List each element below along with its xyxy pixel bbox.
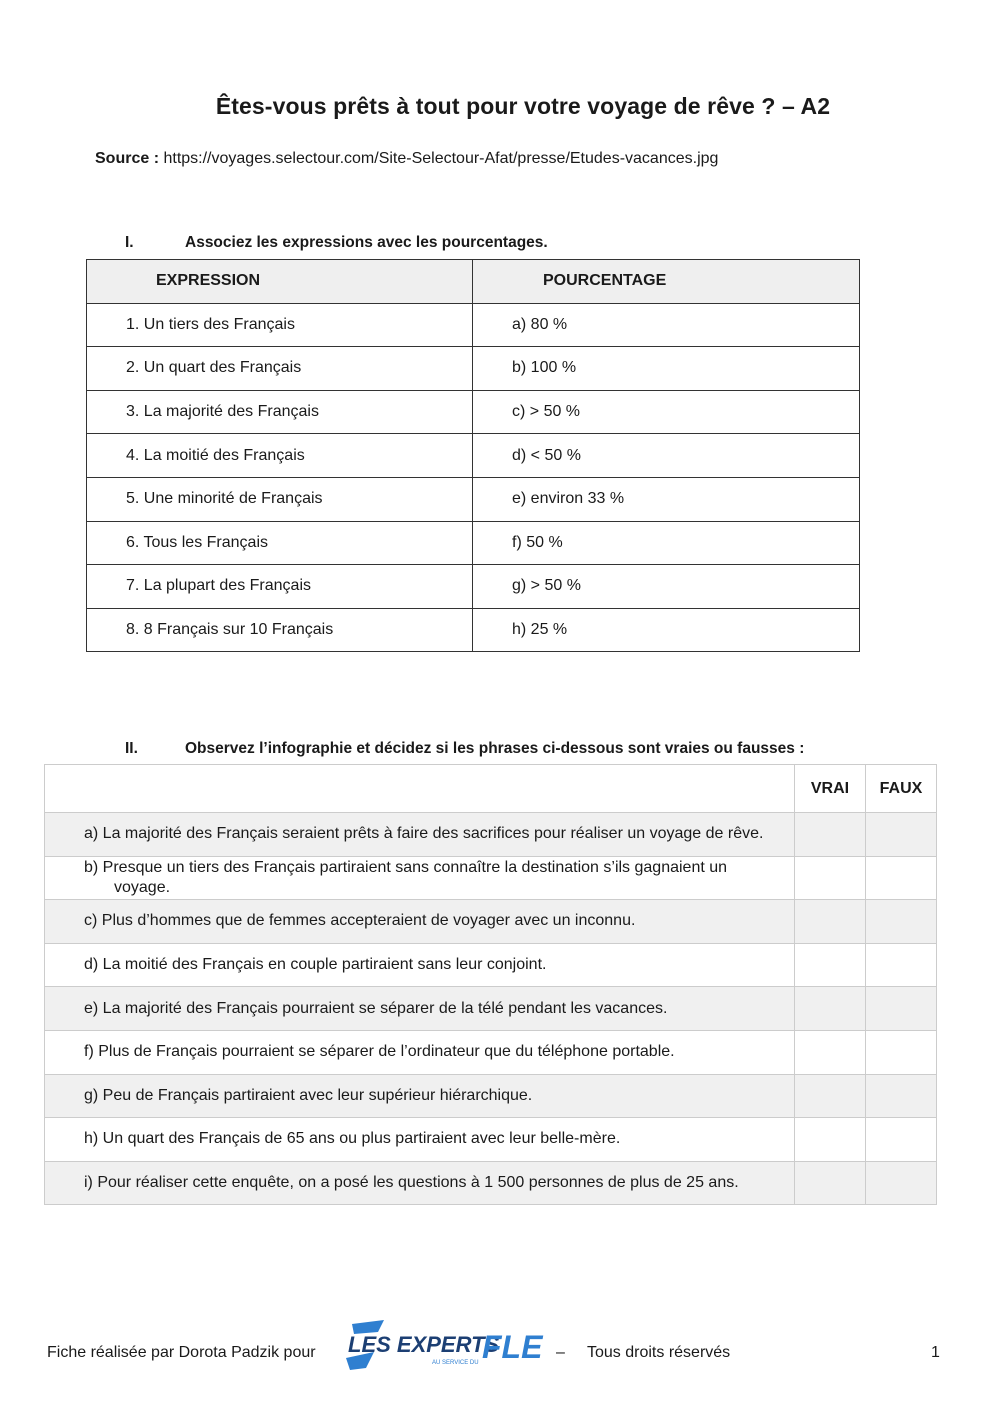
source-line (95, 150, 718, 168)
percentage-cell: f) 50 % (473, 521, 860, 565)
matching-row (87, 303, 860, 347)
faux-checkbox-cell[interactable] (866, 856, 937, 900)
statement-row (45, 856, 937, 900)
statement-cell (45, 1074, 795, 1118)
statement-row (45, 1161, 937, 1205)
statement-cell (45, 987, 795, 1031)
section-1-heading (125, 234, 548, 252)
statement-text: i) Pour réaliser cette enquête, on a posé les questions à 1 500 personnes de plus de 25 ans. (84, 1174, 739, 1192)
matching-row (87, 608, 860, 652)
expression-cell: 6. Tous les Français (87, 521, 473, 565)
expression-cell: 8. 8 Français sur 10 Français (87, 608, 473, 652)
logo-text-fle: FLE (482, 1329, 543, 1365)
footer-rights: Tous droits réservés (587, 1344, 731, 1361)
statement-text: h) Un quart des Français de 65 ans ou plus partiraient avec leur belle-mère. (84, 1130, 621, 1148)
percentage-cell: b) 100 % (473, 347, 860, 391)
les-experts-fle-logo (344, 1318, 544, 1374)
statement-cell (45, 1030, 795, 1074)
page-number: 1 (931, 1344, 940, 1361)
statement-cell (45, 1161, 795, 1205)
faux-checkbox-cell[interactable] (866, 813, 937, 857)
expression-column-header: EXPRESSION (87, 260, 473, 304)
vrai-checkbox-cell[interactable] (795, 1118, 866, 1162)
true-false-body (45, 813, 937, 1205)
matching-row (87, 347, 860, 391)
statement-text: d) La moitié des Français en couple partiraient sans leur conjoint. (84, 956, 547, 974)
vrai-checkbox-cell[interactable] (795, 943, 866, 987)
percentage-column-header: POURCENTAGE (473, 260, 860, 304)
vrai-checkbox-cell[interactable] (795, 900, 866, 944)
footer-dash: – (556, 1344, 565, 1361)
source-label: Source : (95, 150, 160, 167)
statement-text: f) Plus de Français pourraient se séparer de l’ordinateur que du téléphone portable. (84, 1043, 675, 1061)
statement-column-header (45, 765, 795, 813)
true-false-header (45, 765, 937, 813)
vrai-checkbox-cell[interactable] (795, 856, 866, 900)
page-title: Êtes-vous prêts à tout pour votre voyage de rêve ? – A2 (215, 93, 831, 119)
vrai-checkbox-cell[interactable] (795, 987, 866, 1031)
faux-checkbox-cell[interactable] (866, 900, 937, 944)
percentage-cell: a) 80 % (473, 303, 860, 347)
statement-cell (45, 813, 795, 857)
statement-text: a) La majorité des Français seraient prêts à faire des sacrifices pour réaliser un voyage de rêve. (84, 825, 764, 843)
section-1-title: Associez les expressions avec les pourcentages. (185, 234, 548, 251)
statement-cell (45, 900, 795, 944)
matching-row (87, 521, 860, 565)
faux-checkbox-cell[interactable] (866, 1161, 937, 1205)
matching-row (87, 477, 860, 521)
statement-row (45, 943, 937, 987)
percentage-cell: g) > 50 % (473, 565, 860, 609)
percentage-cell: h) 25 % (473, 608, 860, 652)
matching-row (87, 434, 860, 478)
matching-table (86, 259, 860, 652)
logo-tagline: AU SERVICE DU (432, 1360, 479, 1366)
statement-text: g) Peu de Français partiraient avec leur supérieur hiérarchique. (84, 1086, 533, 1104)
section-2-number: II. (125, 740, 138, 757)
expression-cell: 3. La majorité des Français (87, 390, 473, 434)
statement-row (45, 900, 937, 944)
true-false-table (44, 764, 937, 1205)
faux-checkbox-cell[interactable] (866, 943, 937, 987)
matching-table-header (87, 260, 860, 304)
section-1-number: I. (125, 234, 134, 251)
statement-text: c) Plus d’hommes que de femmes accepteraient de voyager avec un inconnu. (84, 912, 636, 930)
logo-text-experts: LES EXPERTS (348, 1332, 500, 1357)
section-2-title: Observez l’infographie et décidez si les phrases ci-dessous sont vraies ou fausses : (185, 740, 805, 757)
percentage-cell: d) < 50 % (473, 434, 860, 478)
faux-checkbox-cell[interactable] (866, 1118, 937, 1162)
faux-checkbox-cell[interactable] (866, 1030, 937, 1074)
section-2-heading (125, 740, 804, 758)
percentage-cell: e) environ 33 % (473, 477, 860, 521)
statement-row (45, 1118, 937, 1162)
matching-row (87, 565, 860, 609)
statement-cell (45, 856, 795, 900)
statement-cell (45, 943, 795, 987)
expression-cell: 7. La plupart des Français (87, 565, 473, 609)
footer-credit: Fiche réalisée par Dorota Padzik pour (47, 1344, 316, 1361)
matching-table-body (87, 303, 860, 652)
statement-text: b) Presque un tiers des Français partiraient sans connaître la destination s’ils gagnaient un voyage. (84, 858, 728, 896)
percentage-cell: c) > 50 % (473, 390, 860, 434)
faux-checkbox-cell[interactable] (866, 987, 937, 1031)
source-url: https://voyages.selectour.com/Site-Selectour-Afat/presse/Etudes-vacances.jpg (163, 150, 719, 167)
vrai-checkbox-cell[interactable] (795, 813, 866, 857)
faux-checkbox-cell[interactable] (866, 1074, 937, 1118)
vrai-column-header: VRAI (795, 765, 866, 813)
statement-row (45, 813, 937, 857)
statement-row (45, 1074, 937, 1118)
vrai-checkbox-cell[interactable] (795, 1161, 866, 1205)
expression-cell: 4. La moitié des Français (87, 434, 473, 478)
statement-cell (45, 1118, 795, 1162)
expression-cell: 1. Un tiers des Français (87, 303, 473, 347)
vrai-checkbox-cell[interactable] (795, 1030, 866, 1074)
vrai-checkbox-cell[interactable] (795, 1074, 866, 1118)
expression-cell: 2. Un quart des Français (87, 347, 473, 391)
statement-text: e) La majorité des Français pourraient se séparer de la télé pendant les vacances. (84, 999, 668, 1017)
statement-row (45, 987, 937, 1031)
faux-column-header: FAUX (866, 765, 937, 813)
statement-row (45, 1030, 937, 1074)
expression-cell: 5. Une minorité de Français (87, 477, 473, 521)
matching-row (87, 390, 860, 434)
